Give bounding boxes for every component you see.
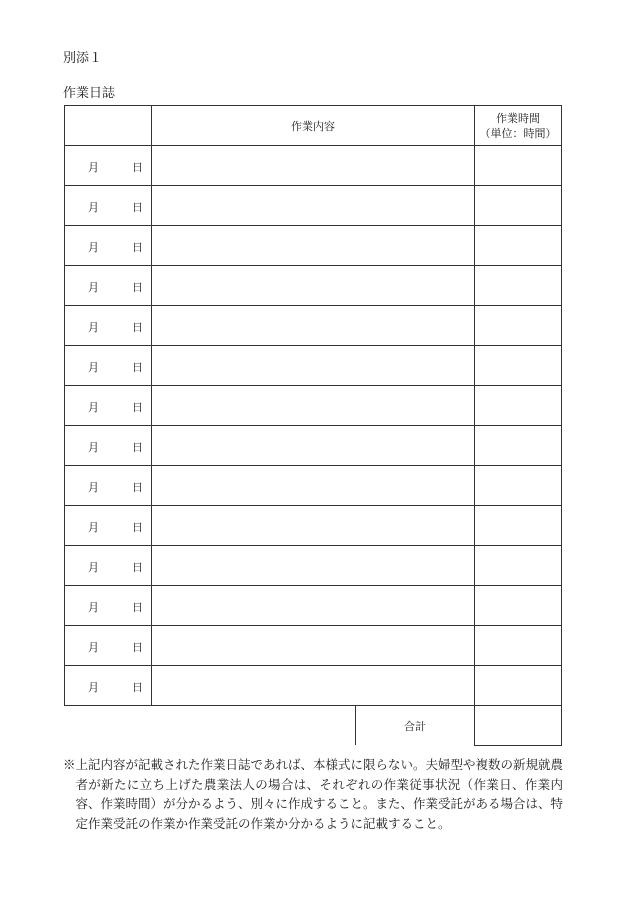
hours-cell[interactable] bbox=[475, 466, 562, 506]
table-row bbox=[65, 226, 562, 266]
day-label: 日 bbox=[132, 441, 143, 454]
content-cell[interactable] bbox=[152, 226, 475, 266]
date-cell[interactable] bbox=[65, 186, 152, 226]
header-content: 作業内容 bbox=[152, 106, 475, 146]
work-log-table bbox=[64, 105, 562, 746]
day-label: 日 bbox=[132, 241, 143, 254]
day-label: 日 bbox=[132, 321, 143, 334]
table-row bbox=[65, 306, 562, 346]
date-cell[interactable] bbox=[65, 226, 152, 266]
header-hours bbox=[475, 106, 562, 146]
day-label: 日 bbox=[132, 561, 143, 574]
content-cell[interactable] bbox=[152, 386, 475, 426]
date-cell[interactable] bbox=[65, 426, 152, 466]
table-row bbox=[65, 186, 562, 226]
hours-cell[interactable] bbox=[475, 626, 562, 666]
content-cell[interactable] bbox=[152, 346, 475, 386]
hours-cell[interactable] bbox=[475, 586, 562, 626]
table-row bbox=[65, 146, 562, 186]
footnote: ※上記内容が記載された作業日誌であれば、本様式に限らない。夫婦型や複数の新規就農者が新たに立ち上げた農業法人の場合は、それぞれの作業従事状況（作業日、作業内容、作業時間）が分かるよう、別々に作成すること。また、作業受託がある場合は、特定作業受託の作業か作業受託の作業か分かるように記載すること。 bbox=[63, 757, 564, 831]
month-label: 月 bbox=[88, 321, 99, 334]
content-cell[interactable] bbox=[152, 586, 475, 626]
day-label: 日 bbox=[132, 641, 143, 654]
table-row bbox=[65, 586, 562, 626]
table-row bbox=[65, 546, 562, 586]
day-label: 日 bbox=[132, 361, 143, 374]
month-label: 月 bbox=[88, 681, 99, 694]
table-row bbox=[65, 266, 562, 306]
date-cell[interactable] bbox=[65, 666, 152, 706]
month-label: 月 bbox=[88, 161, 99, 174]
date-cell[interactable] bbox=[65, 386, 152, 426]
document-title: 作業日誌 bbox=[63, 86, 116, 101]
total-hours-field[interactable] bbox=[475, 706, 562, 746]
hours-cell[interactable] bbox=[475, 666, 562, 706]
date-cell[interactable] bbox=[65, 266, 152, 306]
table-row bbox=[65, 386, 562, 426]
month-label: 月 bbox=[88, 241, 99, 254]
month-label: 月 bbox=[88, 561, 99, 574]
content-cell[interactable] bbox=[152, 626, 475, 666]
hours-cell[interactable] bbox=[475, 506, 562, 546]
content-cell[interactable] bbox=[152, 266, 475, 306]
month-label: 月 bbox=[88, 441, 99, 454]
content-cell[interactable] bbox=[152, 666, 475, 706]
hours-cell[interactable] bbox=[475, 226, 562, 266]
month-label: 月 bbox=[88, 281, 99, 294]
annex-label: 別添１ bbox=[63, 51, 103, 66]
hours-cell[interactable] bbox=[475, 546, 562, 586]
total-row bbox=[65, 706, 562, 746]
date-cell[interactable] bbox=[65, 586, 152, 626]
month-label: 月 bbox=[88, 601, 99, 614]
date-cell[interactable] bbox=[65, 306, 152, 346]
header-row bbox=[65, 106, 562, 146]
content-cell[interactable] bbox=[152, 306, 475, 346]
header-date bbox=[65, 106, 152, 146]
content-cell[interactable] bbox=[152, 146, 475, 186]
date-cell[interactable] bbox=[65, 506, 152, 546]
content-cell[interactable] bbox=[152, 426, 475, 466]
date-cell[interactable] bbox=[65, 346, 152, 386]
hours-cell[interactable] bbox=[475, 266, 562, 306]
day-label: 日 bbox=[132, 681, 143, 694]
day-label: 日 bbox=[132, 401, 143, 414]
month-label: 月 bbox=[88, 401, 99, 414]
day-label: 日 bbox=[132, 601, 143, 614]
month-label: 月 bbox=[88, 201, 99, 214]
total-label: 合計 bbox=[355, 706, 474, 745]
date-cell[interactable] bbox=[65, 626, 152, 666]
hours-cell[interactable] bbox=[475, 386, 562, 426]
hours-cell[interactable] bbox=[475, 426, 562, 466]
table-row bbox=[65, 626, 562, 666]
hours-cell[interactable] bbox=[475, 306, 562, 346]
content-cell[interactable] bbox=[152, 466, 475, 506]
table-row bbox=[65, 666, 562, 706]
date-cell[interactable] bbox=[65, 546, 152, 586]
month-label: 月 bbox=[88, 641, 99, 654]
table-row bbox=[65, 506, 562, 546]
header-hours-line1: 作業時間 bbox=[496, 111, 540, 125]
hours-cell[interactable] bbox=[475, 186, 562, 226]
day-label: 日 bbox=[132, 281, 143, 294]
day-label: 日 bbox=[132, 161, 143, 174]
month-label: 月 bbox=[88, 521, 99, 534]
day-label: 日 bbox=[132, 521, 143, 534]
table-row bbox=[65, 346, 562, 386]
content-cell[interactable] bbox=[152, 186, 475, 226]
content-cell[interactable] bbox=[152, 546, 475, 586]
hours-cell[interactable] bbox=[475, 346, 562, 386]
table-row bbox=[65, 466, 562, 506]
date-cell[interactable] bbox=[65, 466, 152, 506]
content-cell[interactable] bbox=[152, 506, 475, 546]
hours-cell[interactable] bbox=[475, 146, 562, 186]
table-row bbox=[65, 426, 562, 466]
header-hours-unit: （単位：時間） bbox=[479, 126, 557, 140]
date-cell[interactable] bbox=[65, 146, 152, 186]
day-label: 日 bbox=[132, 481, 143, 494]
month-label: 月 bbox=[88, 361, 99, 374]
day-label: 日 bbox=[132, 201, 143, 214]
month-label: 月 bbox=[88, 481, 99, 494]
